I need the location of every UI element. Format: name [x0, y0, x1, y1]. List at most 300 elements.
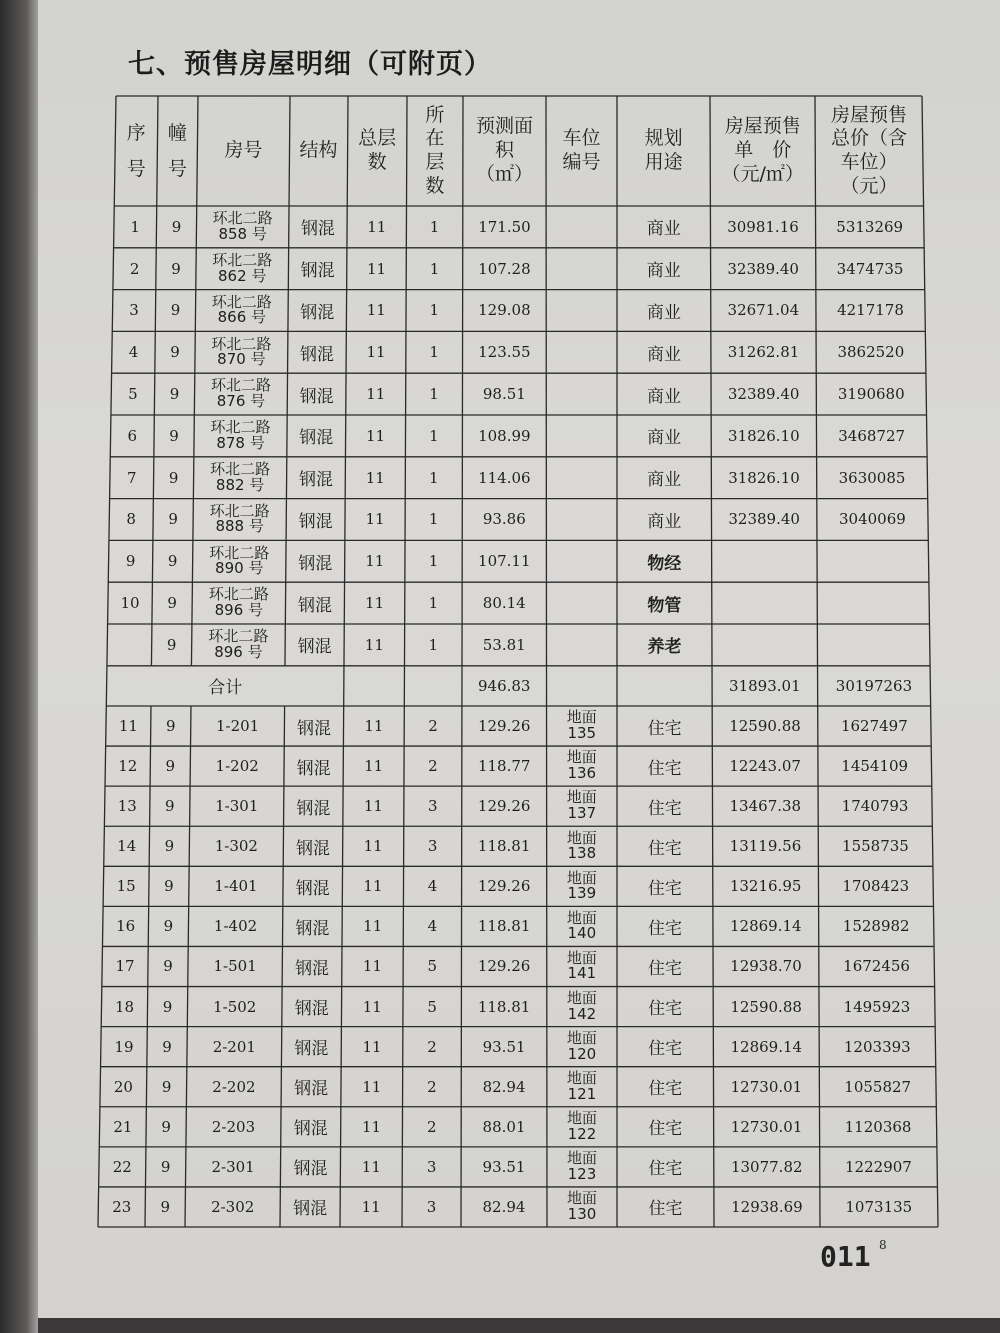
row-room [197, 249, 287, 289]
row-parking-line-2: 136 [567, 764, 597, 783]
row-total-floors: 11 [364, 635, 384, 654]
row-seq: 1 [130, 217, 140, 236]
row-area: 93.86 [482, 510, 526, 529]
row-room-line-1: 环北二路 [211, 334, 272, 353]
row-structure: 钢混 [293, 1159, 328, 1180]
row-seq: 15 [116, 877, 136, 896]
row-structure: 钢混 [296, 718, 331, 739]
row-use: 商业 [647, 511, 682, 532]
row-room-line-1: 环北二路 [209, 543, 270, 562]
row-seq: 4 [128, 343, 139, 362]
row-use: 住宅 [647, 838, 682, 859]
row-floor: 1 [428, 635, 439, 654]
row-structure: 钢混 [298, 553, 333, 574]
page-number: 011 [820, 1240, 871, 1273]
row-room-line-1: 环北二路 [208, 585, 269, 604]
row-building: 9 [164, 837, 175, 856]
header-total-floors: 总层数 [358, 127, 397, 173]
row-unit-price: 12590.88 [730, 997, 802, 1016]
row-parking-line-1: 地面 [566, 748, 597, 767]
row-use: 商业 [646, 344, 681, 365]
row-room-line-2: 876 号 [216, 392, 266, 411]
row-total-price [818, 541, 928, 581]
row-floor: 4 [427, 917, 438, 936]
row-unit-price: 12869.14 [730, 1037, 803, 1056]
row-room [194, 541, 285, 581]
row-parking [547, 500, 616, 540]
row-unit-price: 13119.56 [729, 837, 802, 856]
row-total-floors: 11 [361, 1157, 381, 1176]
subtotal-total-price: 30197263 [835, 676, 913, 695]
row-room-line-1: 环北二路 [210, 459, 271, 478]
row-room-line-2: 878 号 [216, 433, 265, 452]
row-structure: 钢混 [293, 1119, 328, 1140]
row-parking-line-2: 140 [567, 924, 597, 943]
row-total-floors: 11 [363, 917, 383, 936]
row-floor: 1 [428, 510, 439, 529]
row-room-line-1: 环北二路 [212, 209, 273, 228]
row-room: 1-302 [214, 837, 258, 856]
row-use: 住宅 [648, 958, 683, 979]
row-parking [547, 207, 616, 247]
row-area: 80.14 [482, 594, 526, 613]
row-room-line-2: 870 号 [217, 350, 266, 369]
row-parking-line-2: 139 [567, 884, 597, 903]
row-structure: 钢混 [299, 344, 334, 365]
row-room: 2-302 [211, 1197, 255, 1216]
row-room [196, 374, 287, 414]
row-seq: 5 [128, 385, 138, 404]
row-total-floors: 11 [365, 426, 386, 445]
row-building: 9 [165, 757, 176, 776]
row-area: 118.77 [477, 757, 531, 776]
row-room: 1-202 [215, 757, 259, 776]
row-room [194, 500, 285, 540]
row-use: 物经 [647, 553, 682, 574]
row-seq: 19 [114, 1037, 134, 1056]
row-parking [547, 625, 616, 665]
row-building: 9 [163, 957, 173, 976]
row-room: 1-201 [215, 717, 260, 736]
row-total-floors: 11 [362, 1077, 382, 1096]
row-floor: 2 [428, 717, 438, 736]
header-room: 房号 [224, 139, 263, 162]
row-area: 118.81 [477, 917, 531, 936]
row-parking-line-2: 122 [567, 1124, 597, 1143]
row-floor: 2 [427, 1037, 437, 1056]
row-structure: 钢混 [296, 758, 331, 779]
row-structure: 钢混 [295, 918, 330, 939]
row-structure: 钢混 [300, 219, 335, 240]
row-parking [548, 1188, 616, 1226]
row-room: 2-203 [211, 1117, 256, 1136]
row-total-price: 1528982 [842, 917, 910, 936]
row-room-line-1: 环北二路 [209, 501, 270, 520]
row-parking-line-1: 地面 [566, 788, 597, 807]
row-floor: 2 [427, 1117, 437, 1136]
row-seq: 3 [129, 301, 139, 320]
row-room: 2-301 [211, 1157, 255, 1176]
row-total-price: 1627497 [840, 717, 908, 736]
row-parking [547, 332, 616, 372]
row-floor: 3 [427, 837, 438, 856]
row-total-floors: 11 [365, 594, 385, 613]
row-parking-line-1: 地面 [566, 988, 597, 1007]
row-unit-price: 12938.69 [731, 1197, 803, 1216]
row-area: 129.26 [477, 877, 531, 896]
row-floor: 1 [429, 468, 439, 487]
row-unit-price: 30981.16 [727, 217, 799, 236]
row-total-floors: 11 [364, 717, 384, 736]
row-total-price: 1073135 [845, 1197, 913, 1216]
row-floor: 3 [426, 1157, 437, 1176]
row-seq: 22 [112, 1157, 132, 1176]
row-parking-line-2: 130 [567, 1204, 597, 1223]
row-total-price: 3190680 [837, 385, 905, 404]
row-room: 1-401 [214, 877, 258, 896]
row-structure: 钢混 [296, 838, 331, 859]
row-parking-line-2: 137 [567, 804, 597, 823]
row-floor: 1 [429, 217, 440, 236]
row-floor: 3 [426, 1197, 437, 1216]
row-total-price: 3040069 [839, 510, 906, 529]
row-building: 9 [170, 343, 180, 362]
row-use: 商业 [646, 302, 681, 323]
row-seq: 10 [120, 594, 140, 613]
row-unit-price [713, 583, 816, 623]
row-area: 53.81 [482, 635, 526, 654]
row-unit-price: 32389.40 [727, 385, 800, 404]
row-use: 住宅 [648, 1159, 683, 1180]
row-unit-price: 32389.40 [728, 510, 800, 529]
row-total-price: 1558735 [842, 837, 909, 856]
row-floor: 1 [428, 594, 439, 613]
row-seq: 18 [114, 997, 135, 1016]
row-room [193, 625, 284, 665]
row-room-line-2: 858 号 [218, 224, 267, 243]
row-floor: 1 [429, 259, 440, 278]
row-unit-price: 31826.10 [728, 426, 800, 445]
row-seq: 12 [118, 757, 138, 776]
row-total-floors: 11 [366, 343, 386, 362]
row-unit-price: 31262.81 [727, 343, 800, 362]
row-total-price: 3862520 [837, 343, 905, 362]
row-parking-line-2: 135 [567, 724, 597, 743]
row-floor: 5 [427, 957, 438, 976]
row-total-price: 5313269 [836, 217, 904, 236]
row-area: 98.51 [482, 385, 526, 404]
row-area: 93.51 [482, 1037, 526, 1056]
row-floor: 1 [429, 301, 440, 320]
row-unit-price: 12730.01 [730, 1077, 803, 1096]
row-use: 住宅 [648, 999, 683, 1020]
row-parking [548, 747, 616, 785]
row-total-price [818, 625, 928, 665]
row-total-price: 1222907 [845, 1157, 912, 1176]
row-structure: 钢混 [300, 261, 335, 282]
row-seq: 11 [118, 717, 138, 736]
row-building: 9 [165, 797, 175, 816]
row-building: 9 [169, 385, 180, 404]
row-room-line-2: 888 号 [215, 517, 264, 536]
row-building: 9 [160, 1197, 170, 1216]
row-total-floors: 11 [366, 301, 386, 320]
page-title: 七、预售房屋明细（可附页） [128, 49, 492, 80]
header-parking: 车位编号 [562, 127, 601, 173]
row-seq: 9 [125, 552, 136, 571]
row-total-price: 3468727 [838, 426, 906, 445]
header-floor: 所在层数 [425, 103, 445, 197]
row-unit-price: 31826.10 [728, 468, 800, 487]
row-parking [548, 988, 616, 1026]
row-area: 129.26 [477, 797, 531, 816]
row-parking-line-1: 地面 [566, 708, 597, 727]
row-parking-line-2: 141 [567, 964, 597, 983]
row-use: 住宅 [648, 1119, 683, 1140]
header-seq: 序号 [126, 121, 146, 180]
row-building: 9 [167, 594, 177, 613]
row-building: 9 [167, 552, 178, 571]
row-parking-line-2: 142 [567, 1004, 597, 1023]
row-room-line-1: 环北二路 [210, 376, 271, 395]
row-building: 9 [163, 917, 174, 936]
row-room [195, 458, 286, 498]
row-parking-line-2: 121 [567, 1084, 597, 1103]
row-total-price: 1055827 [844, 1077, 912, 1096]
row-parking-line-1: 地面 [566, 1028, 597, 1047]
row-seq: 7 [126, 468, 137, 487]
row-seq: 21 [113, 1117, 133, 1136]
row-total-price: 3630085 [838, 468, 906, 487]
row-total-floors: 11 [363, 877, 383, 896]
row-floor: 1 [429, 426, 439, 445]
row-parking [548, 1068, 616, 1106]
row-room [196, 332, 287, 372]
row-unit-price: 12938.70 [730, 957, 802, 976]
row-structure: 钢混 [295, 878, 330, 899]
row-use: 商业 [647, 470, 682, 491]
row-total-floors: 11 [362, 997, 382, 1016]
row-structure: 钢混 [293, 1199, 328, 1220]
row-total-floors: 11 [365, 552, 385, 571]
row-building: 9 [161, 1077, 172, 1096]
row-total-price: 1120368 [844, 1117, 912, 1136]
row-parking [547, 291, 616, 331]
row-area: 114.06 [478, 468, 531, 487]
row-structure: 钢混 [294, 1039, 329, 1060]
row-unit-price [713, 625, 816, 665]
subtotal-unit-price: 31893.01 [729, 676, 801, 695]
row-floor: 1 [429, 385, 439, 404]
row-area: 118.81 [477, 837, 531, 856]
row-unit-price: 12869.14 [729, 917, 802, 936]
row-parking [547, 374, 616, 414]
row-area: 171.50 [478, 217, 531, 236]
row-floor: 4 [427, 877, 438, 896]
row-floor: 2 [427, 1077, 437, 1096]
row-parking [547, 458, 616, 498]
page-number-superscript: 8 [879, 1238, 887, 1252]
row-building: 9 [162, 997, 173, 1016]
row-structure: 钢混 [300, 302, 335, 323]
row-structure: 钢混 [299, 428, 334, 449]
row-seq [108, 625, 150, 665]
row-parking [548, 1028, 616, 1066]
row-total-floors: 11 [362, 1037, 382, 1056]
row-total-price: 1454109 [841, 757, 909, 776]
row-total-price: 3474735 [836, 259, 904, 278]
row-parking-line-1: 地面 [566, 948, 597, 967]
row-parking [548, 787, 616, 825]
row-building: 9 [168, 468, 179, 487]
row-total-floors: 11 [362, 957, 383, 976]
row-room-line-2: 866 号 [217, 308, 267, 327]
row-floor: 5 [427, 997, 437, 1016]
row-use: 住宅 [647, 918, 682, 939]
row-structure: 钢混 [294, 1079, 329, 1100]
row-parking [548, 707, 616, 745]
row-room [193, 583, 284, 623]
row-seq: 16 [116, 917, 136, 936]
row-unit-price: 13077.82 [730, 1157, 803, 1176]
row-room: 1-501 [213, 957, 257, 976]
row-building: 9 [164, 877, 174, 896]
row-use: 住宅 [648, 1199, 683, 1220]
row-parking-line-2: 123 [567, 1164, 597, 1183]
row-unit-price: 12730.01 [730, 1117, 803, 1136]
header-area: 预测面积（㎡） [475, 115, 533, 185]
row-total-floors: 11 [361, 1197, 381, 1216]
row-use: 住宅 [647, 758, 682, 779]
row-floor: 1 [428, 552, 439, 571]
row-use: 住宅 [647, 878, 682, 899]
row-room-line-1: 环北二路 [211, 292, 272, 311]
header-total-price: 房屋预售总价（含车位）（元） [830, 103, 907, 197]
row-room-line-2: 890 号 [215, 559, 264, 578]
row-room: 2-201 [212, 1037, 256, 1056]
row-structure: 钢混 [297, 637, 332, 658]
row-building: 9 [171, 259, 181, 278]
row-building: 9 [162, 1037, 172, 1056]
row-structure: 钢混 [297, 595, 332, 616]
row-total-price: 1203393 [843, 1037, 911, 1056]
row-parking [547, 541, 616, 581]
row-total-floors: 11 [365, 468, 385, 487]
row-room [195, 416, 286, 456]
row-area: 107.28 [478, 259, 531, 278]
row-building: 9 [160, 1157, 171, 1176]
row-total-price: 1672456 [843, 957, 910, 976]
row-parking [548, 827, 616, 865]
row-unit-price: 32671.04 [727, 301, 800, 320]
row-unit-price: 13216.95 [729, 877, 802, 896]
header-use: 规划用途 [644, 127, 683, 173]
row-parking-line-1: 地面 [566, 1109, 597, 1128]
row-room [197, 207, 287, 247]
row-room-line-1: 环北二路 [210, 418, 271, 437]
row-parking [547, 583, 616, 623]
row-total-floors: 11 [366, 385, 386, 404]
row-parking-line-1: 地面 [566, 1068, 597, 1087]
row-use: 住宅 [648, 1079, 683, 1100]
row-parking-line-1: 地面 [566, 868, 597, 887]
subtotal-label: 合计 [208, 678, 243, 699]
row-area: 108.99 [478, 426, 531, 445]
row-parking-line-1: 地面 [566, 1149, 597, 1168]
row-area: 82.94 [482, 1197, 526, 1216]
row-total-price: 1708423 [842, 877, 910, 896]
row-area: 82.94 [482, 1077, 526, 1096]
row-seq: 13 [117, 797, 137, 816]
row-use: 商业 [647, 386, 682, 407]
header-structure: 结构 [299, 139, 338, 162]
row-area: 93.51 [482, 1157, 526, 1176]
row-parking [547, 416, 616, 456]
row-total-floors: 11 [363, 797, 383, 816]
row-building: 9 [168, 510, 178, 529]
row-parking [548, 1148, 616, 1186]
row-use: 养老 [647, 637, 682, 658]
row-total-price: 1740793 [841, 797, 909, 816]
row-parking-line-1: 地面 [566, 828, 597, 847]
row-use: 商业 [646, 219, 681, 240]
row-room [197, 291, 288, 331]
row-use: 住宅 [647, 718, 682, 739]
row-seq: 20 [113, 1077, 133, 1096]
row-room: 1-301 [215, 797, 259, 816]
row-parking [548, 947, 616, 985]
row-seq: 14 [117, 837, 137, 856]
row-use: 商业 [646, 261, 681, 282]
row-unit-price [713, 541, 816, 581]
row-unit-price: 12243.07 [729, 757, 801, 776]
row-area: 129.26 [477, 717, 531, 736]
row-total-floors: 11 [363, 837, 383, 856]
row-building: 9 [166, 635, 177, 654]
row-room: 1-502 [213, 997, 257, 1016]
row-room-line-2: 862 号 [218, 266, 267, 285]
row-area: 123.55 [478, 343, 531, 362]
header-building: 幢号 [167, 121, 187, 180]
row-structure: 钢混 [296, 798, 331, 819]
row-building: 9 [165, 717, 176, 736]
row-use: 物管 [647, 595, 682, 616]
row-floor: 2 [428, 757, 438, 776]
row-parking [548, 867, 616, 905]
row-use: 住宅 [648, 1039, 683, 1060]
row-total-price: 1495923 [843, 997, 911, 1016]
row-parking-line-1: 地面 [566, 1189, 597, 1208]
row-seq: 8 [126, 510, 136, 529]
row-room: 2-202 [212, 1077, 256, 1096]
row-structure: 钢混 [294, 999, 329, 1020]
row-room-line-1: 环北二路 [208, 627, 269, 646]
row-parking-line-1: 地面 [566, 908, 597, 927]
row-room-line-1: 环北二路 [212, 250, 273, 269]
row-use: 住宅 [647, 798, 682, 819]
row-building: 9 [169, 426, 179, 445]
row-total-floors: 11 [364, 757, 384, 776]
row-room-line-2: 896 号 [214, 601, 264, 620]
row-structure: 钢混 [299, 386, 334, 407]
row-seq: 6 [127, 426, 138, 445]
row-area: 88.01 [482, 1117, 526, 1136]
row-unit-price: 32389.40 [727, 259, 799, 278]
row-structure: 钢混 [298, 470, 333, 491]
row-total-floors: 11 [362, 1117, 382, 1136]
row-area: 129.26 [477, 957, 531, 976]
row-seq: 2 [129, 259, 140, 278]
